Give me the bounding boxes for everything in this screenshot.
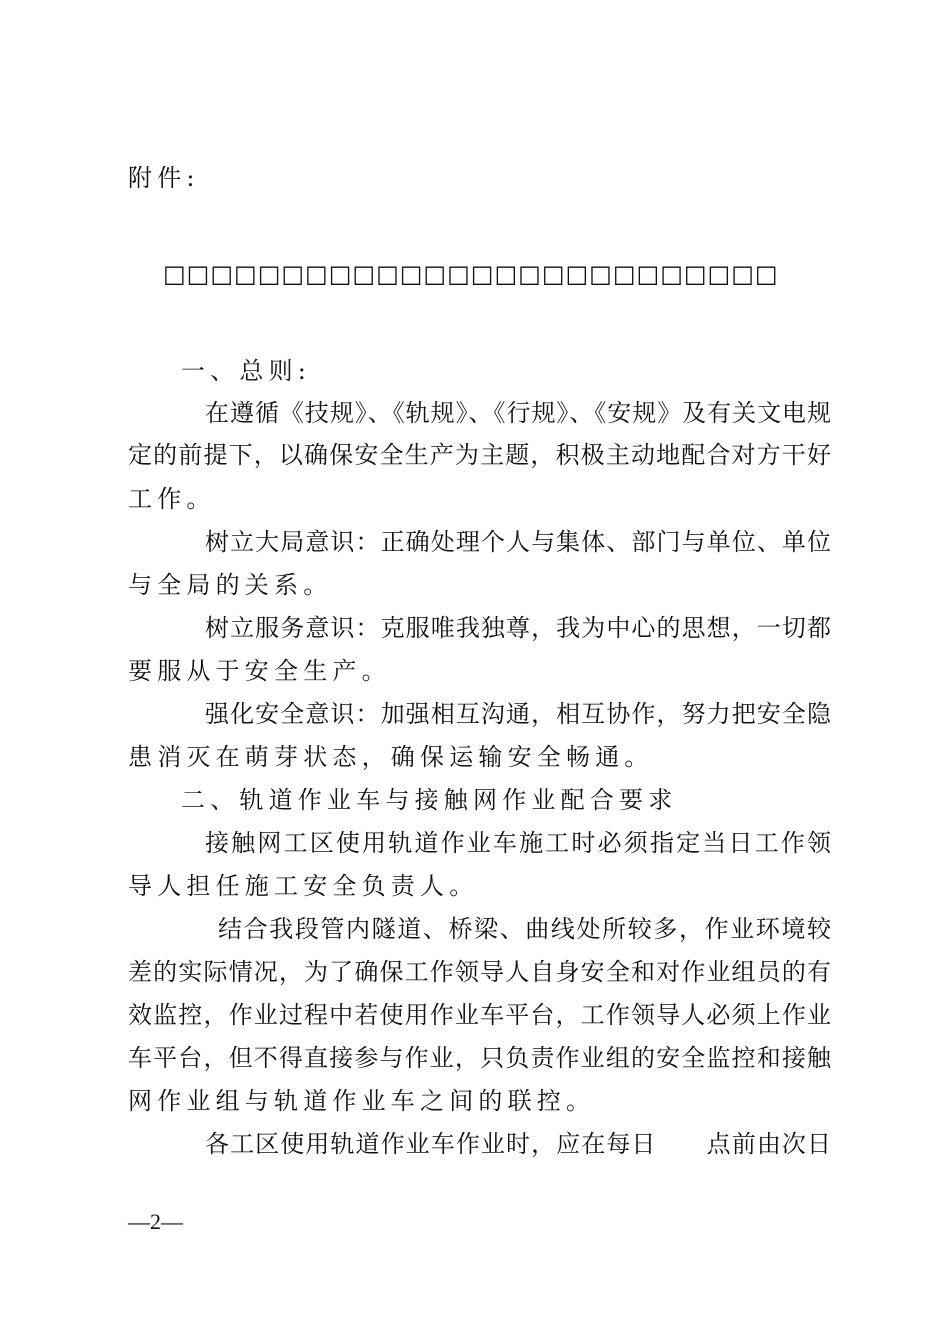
paragraph-line: 工作。 [128, 485, 216, 513]
paragraph-line: 车平台，但不得直接参与作业，只负责作业组的安全监控和接触 [128, 1044, 831, 1072]
paragraph-line: 树立服务意识：克服唯我独尊，我为中心的思想，一切都 [205, 614, 831, 642]
paragraph-line: 在遵循《技规》、《轨规》、《行规》、《安规》及有关文电规 [205, 399, 831, 427]
document-title: □□□□□□□□□□□□□□□□□□□□□□□□□□ [163, 260, 779, 288]
paragraph-line: 要服从于安全生产。 [128, 657, 391, 685]
paragraph-line: 结合我段管内隧道、桥梁、曲线处所较多，作业环境较 [218, 915, 831, 943]
paragraph-line: 接触网工区使用轨道作业车施工时必须指定当日工作领 [205, 829, 831, 857]
paragraph-line: 网作业组与轨道作业车之间的联控。 [128, 1087, 596, 1115]
section-heading-cooperation: 二、轨道作业车与接触网作业配合要求 [181, 786, 678, 814]
paragraph-line: 与全局的关系。 [128, 571, 333, 599]
paragraph-line: 树立大局意识：正确处理个人与集体、部门与单位、单位 [205, 528, 831, 556]
paragraph-line: 患消灭在萌芽状态，确保运输安全畅通。 [128, 743, 654, 771]
section-heading-general: 一、总则: [181, 357, 312, 385]
paragraph-line: 差的实际情况，为了确保工作领导人自身安全和对作业组员的有 [128, 958, 831, 986]
attachment-label: 附件: [128, 164, 200, 192]
paragraph-line: 定的前提下，以确保安全生产为主题，积极主动地配合对方干好 [128, 441, 831, 469]
page-number: —2— [128, 1209, 183, 1234]
paragraph-line: 效监控，作业过程中若使用作业车平台，工作领导人必须上作业 [128, 1001, 831, 1029]
paragraph-line: 导人担任施工安全负责人。 [128, 872, 479, 900]
paragraph-line: 强化安全意识：加强相互沟通，相互协作，努力把安全隐 [205, 700, 831, 728]
paragraph-line: 各工区使用轨道作业车作业时，应在每日 点前由次日 [205, 1130, 831, 1158]
